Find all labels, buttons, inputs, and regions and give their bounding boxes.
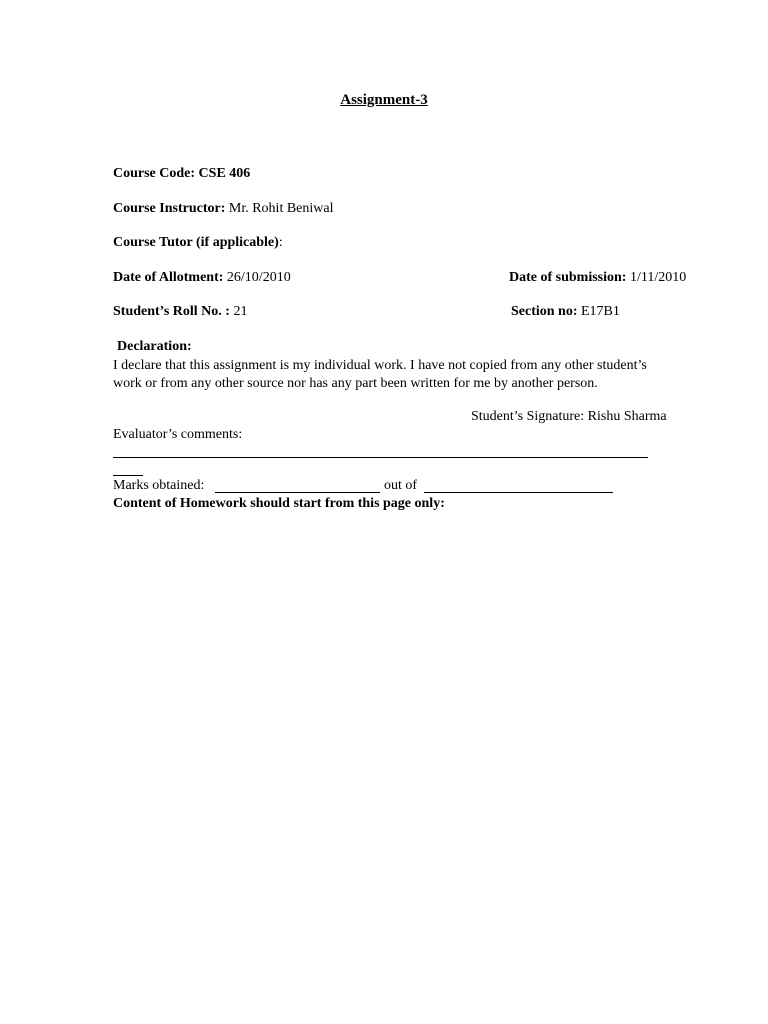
course-tutor-label: Course Tutor (if applicable) <box>113 235 279 250</box>
roll-no-label: Student’s Roll No. : <box>113 304 230 319</box>
roll-no-value: 21 <box>233 304 248 319</box>
course-instructor-value: Mr. Rohit Beniwal <box>228 201 334 216</box>
date-of-allotment-value: 26/10/2010 <box>226 270 291 285</box>
page-title: Assignment-3 <box>340 92 428 108</box>
roll-no-row <box>113 305 247 319</box>
content-note: Content of Homework should start from this page only: <box>113 496 445 511</box>
date-of-submission-value: 1/11/2010 <box>629 270 687 285</box>
evaluator-comments-line-short <box>113 475 143 476</box>
student-signature: Student’s Signature: Rishu Sharma <box>471 409 667 424</box>
date-of-submission-row <box>509 271 686 285</box>
section-no-value: E17B1 <box>581 304 620 319</box>
date-of-submission-label: Date of submission: <box>509 270 627 285</box>
date-of-allotment-row <box>113 271 291 285</box>
course-tutor-row <box>113 236 283 250</box>
evaluator-comments-line <box>113 457 648 458</box>
declaration-heading: Declaration: <box>117 339 192 354</box>
course-instructor-row <box>113 202 334 216</box>
marks-obtained-label: Marks obtained: <box>113 478 205 493</box>
course-code-label: Course Code: <box>113 166 196 181</box>
out-of-line <box>424 492 613 493</box>
course-tutor-value: : <box>278 235 283 250</box>
section-no-label: Section no: <box>511 304 578 319</box>
course-code-row <box>113 167 250 181</box>
evaluator-comments-label: Evaluator’s comments: <box>113 427 243 442</box>
section-no-row <box>511 305 620 319</box>
course-code-value: CSE 406 <box>198 166 251 181</box>
date-of-allotment-label: Date of Allotment: <box>113 270 224 285</box>
marks-obtained-line <box>215 492 380 493</box>
out-of-label: out of <box>384 478 418 493</box>
course-instructor-label: Course Instructor: <box>113 201 226 216</box>
declaration-text: I declare that this assignment is my individual work. I have not copied from any other student’s work or from any other source nor has any part been written for me by another person. <box>113 358 647 391</box>
